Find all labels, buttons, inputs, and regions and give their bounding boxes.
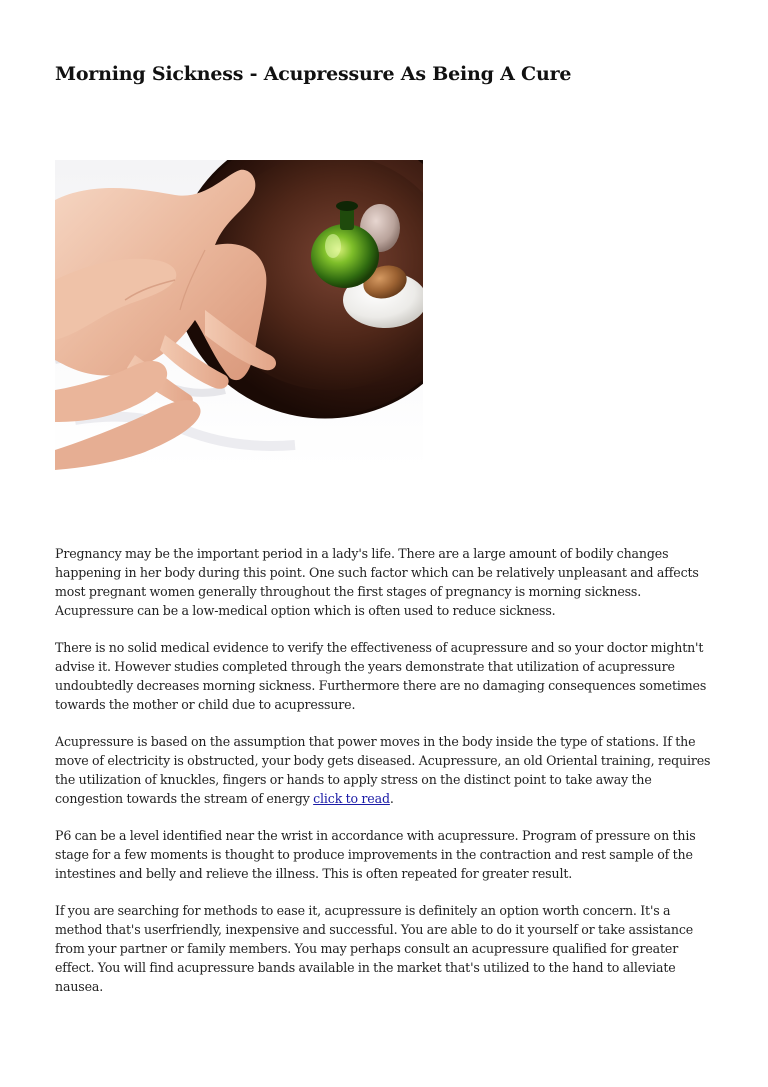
- page-title: Morning Sickness - Acupressure As Being A Cure: [55, 63, 572, 85]
- paragraph-3-text: Acupressure is based on the assumption that power moves in the body inside the type of stations. If the move of electricity is obstructed, your body gets diseased. Acupressure, an old Oriental training, requires the utilization of knuckles, fingers or hands to apply stress on the distinct point to take away the congestion towards the stream of energy: [55, 734, 711, 806]
- click-to-read-link[interactable]: click to read: [313, 791, 390, 806]
- paragraph-3: [55, 732, 715, 808]
- paragraph-3-end: .: [389, 791, 394, 806]
- paragraph-4: P6 can be a level identified near the wrist in accordance with acupressure. Program of pressure on this stage for a few moments is thought to produce improvements in the contraction and rest sample of the intestines and belly and relieve the illness. This is often repeated for greater result.: [55, 828, 696, 881]
- acupressure-photo: [55, 160, 423, 470]
- acupressure-photo-image: [55, 160, 423, 470]
- paragraph-5: If you are searching for methods to ease it, acupressure is definitely an option worth concern. It's a method that's userfriendly, inexpensive and successful. You are able to do it yourself or take assistance from your partner or family members. You may perhaps consult an acupressure qualified for greater effect. You will find acupressure bands available in the market that's utilized to the hand to alleviate nausea.: [55, 903, 694, 994]
- article-body: [55, 544, 715, 1014]
- paragraph-2: There is no solid medical evidence to verify the effectiveness of acupressure and so your doctor mightn't advise it. However studies completed through the years demonstrate that utilization of acupressure undoubtedly decreases morning sickness. Furthermore there are no damaging consequences sometimes towards the mother or child due to acupressure.: [55, 640, 707, 712]
- paragraph-1: Pregnancy may be the important period in a lady's life. There are a large amount of bodily changes happening in her body during this point. One such factor which can be relatively unpleasant and affects most pregnant women generally throughout the first stages of pregnancy is morning sickness. Acupressure can be a low-medical option which is often used to reduce sickness.: [55, 546, 699, 618]
